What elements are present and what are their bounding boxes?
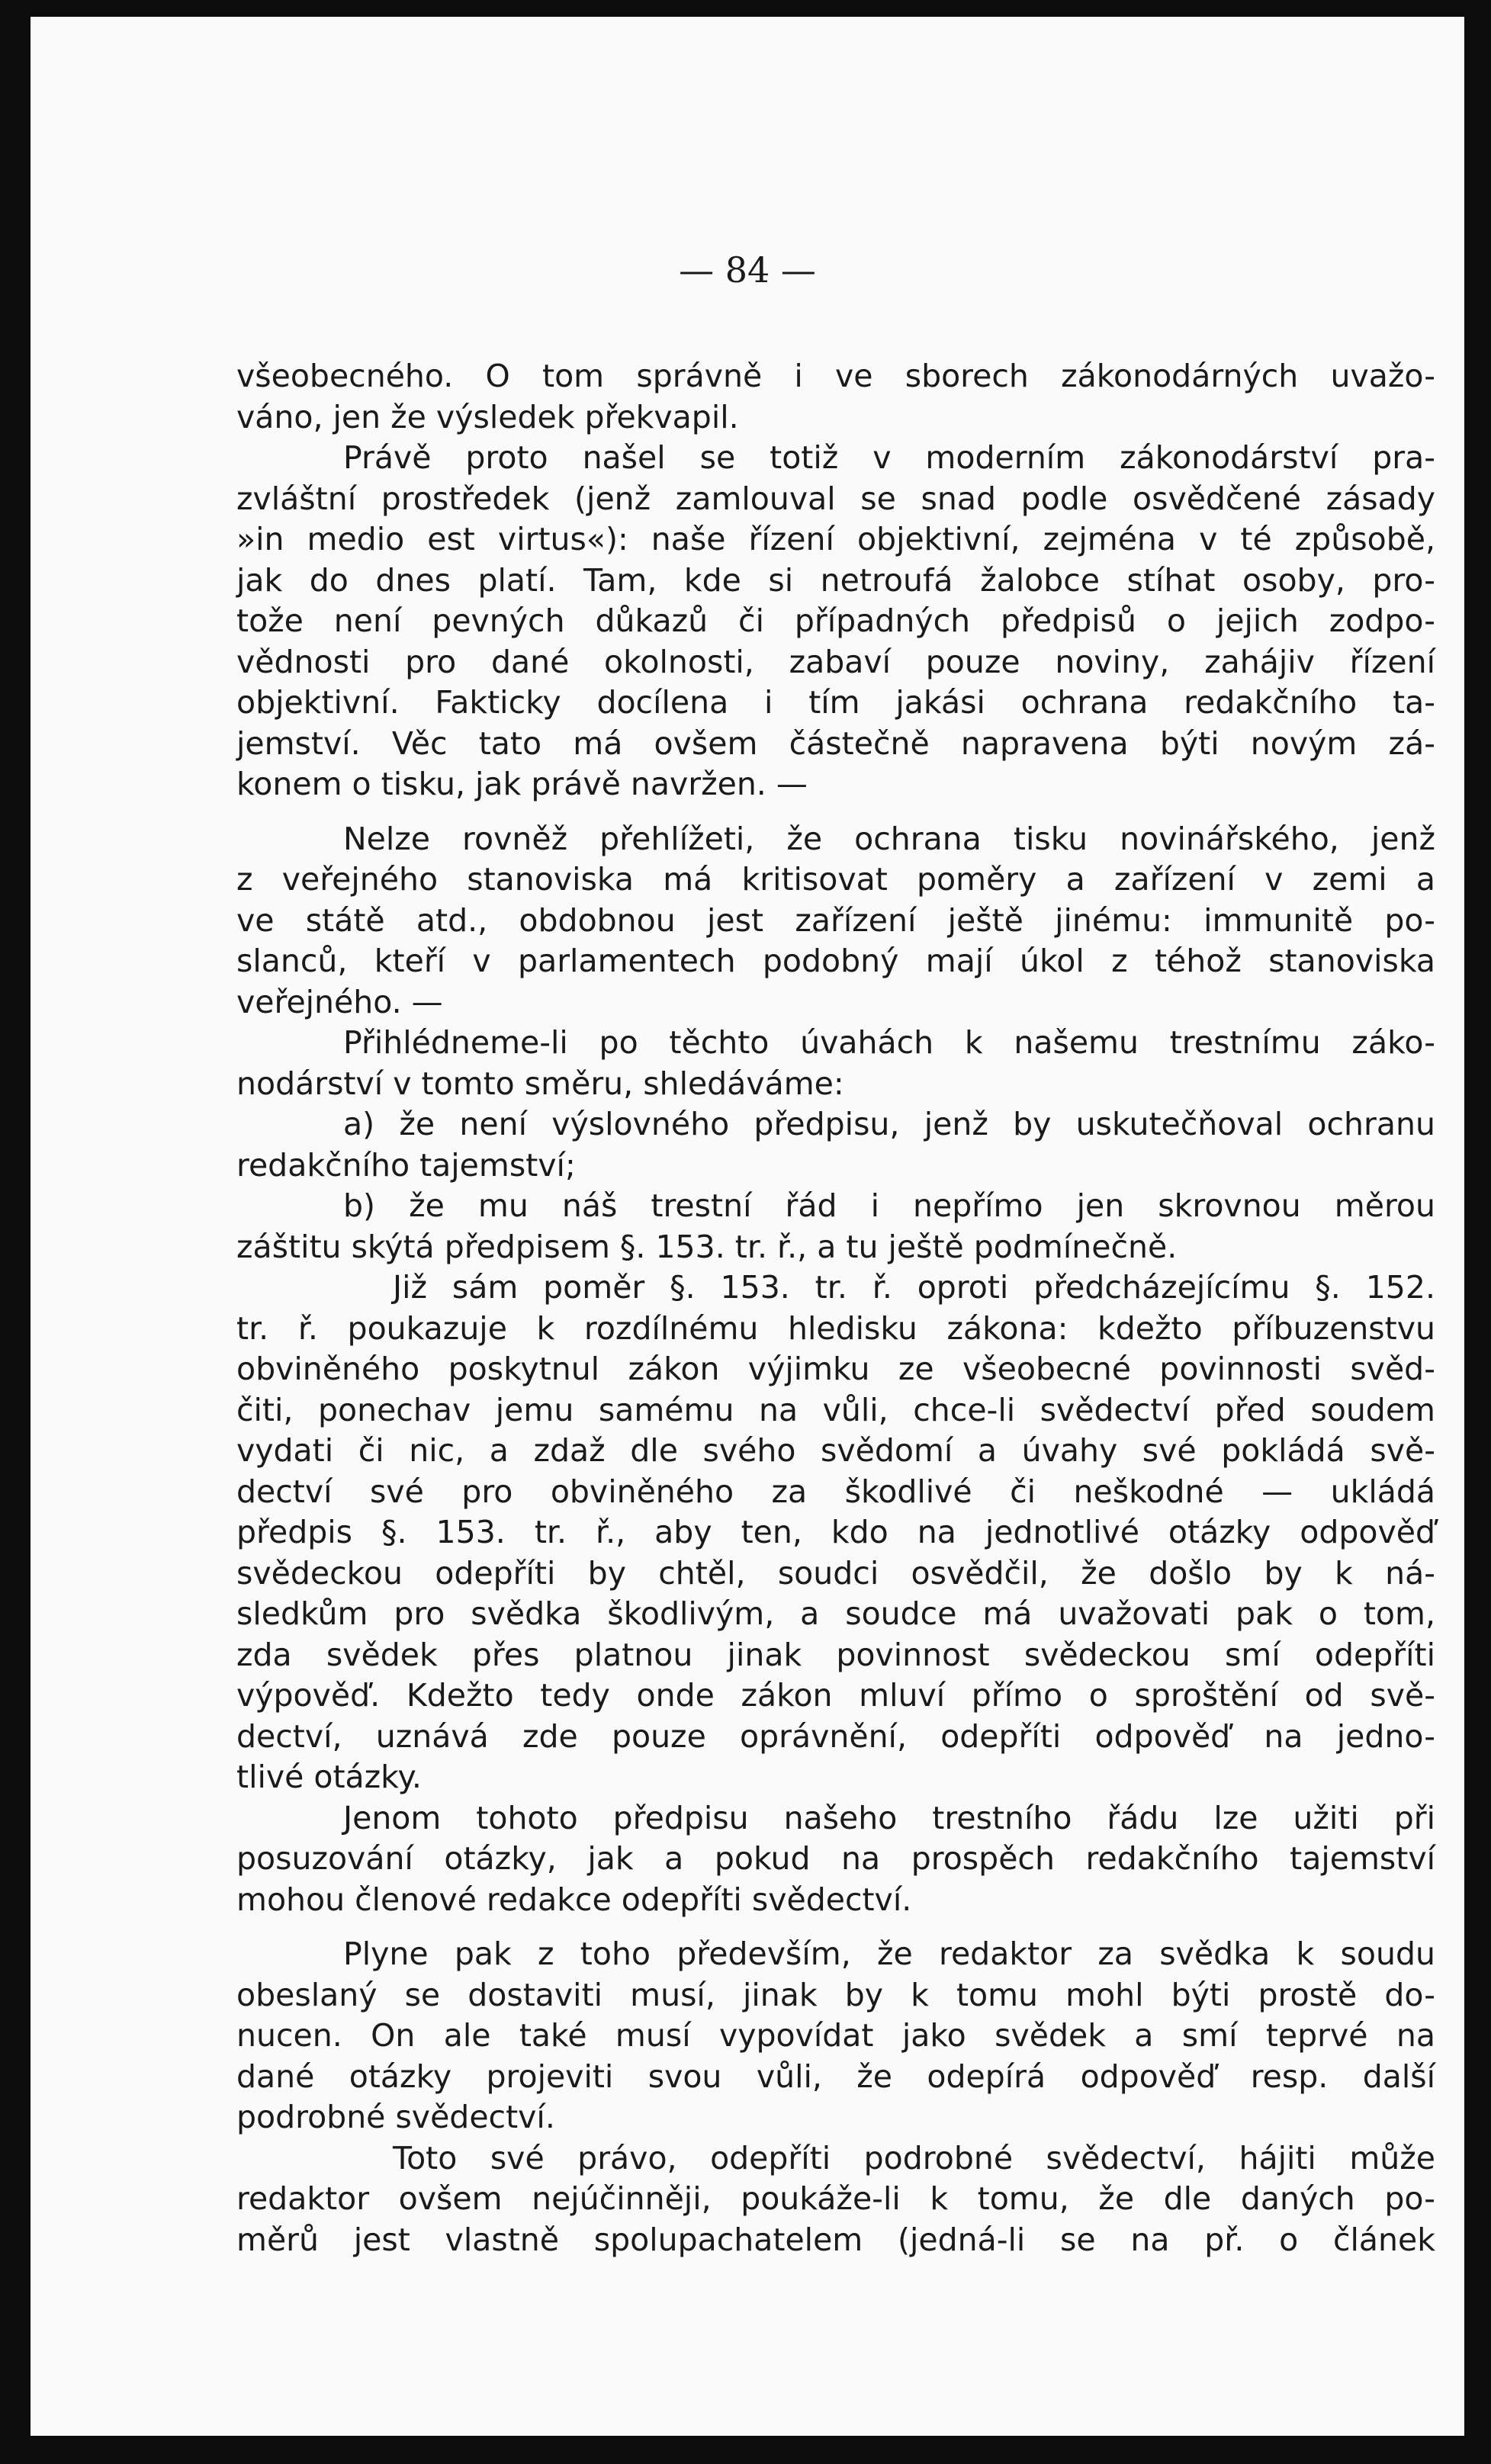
text-line: b) že mu náš trestní řád i nepřímo jen skrovnou měrou [343,1187,1435,1224]
text-line: měrů jest vlastně spolupachatelem (jedná-li se na př. o článek [236,2221,1435,2258]
text-line: dané otázky projeviti svou vůli, že odepírá odpověď resp. další [236,2058,1435,2095]
text-line: tr. ř. poukazuje k rozdílnému hledisku zákona: kdežto příbuzenstvu [236,1309,1435,1347]
text-line: záštitu skýtá předpisem §. 153. tr. ř., a tu ještě podmínečně. [236,1228,1178,1265]
text-line: nucen. On ale také musí vypovídat jako svědek a smí teprvé na [236,2017,1435,2054]
text-line: a) že není výslovného předpisu, jenž by uskutečňoval ochranu [343,1106,1435,1142]
text-line: váno, jen že výsledek překvapil. [236,398,739,435]
text-line: veřejného. — [236,983,443,1020]
text-line: všeobecného. O tom správně i ve sborech zákonodárných uvažo- [236,358,1435,394]
text-line: slanců, kteří v parlamentech podobný mají úkol z téhož stanoviska [236,943,1435,979]
text-line: Přihlédneme-li po těchto úvahách k našemu trestnímu záko- [343,1024,1435,1061]
text-line: tože není pevných důkazů či případných předpisů o jejich zodpo- [236,602,1435,639]
text-line: předpis §. 153. tr. ř., aby ten, kdo na jednotlivé otázky odpověď [236,1514,1435,1550]
text-line: dectví, uznává zde pouze oprávnění, odepříti odpověď na jedno- [236,1717,1435,1755]
text-line: výpověď. Kdežto tedy onde zákon mluví přímo o sproštění od svě- [236,1677,1435,1714]
text-line: tlivé otázky. [236,1759,422,1795]
text-line: zda svědek přes platnou jinak povinnost svědeckou smí odepříti [236,1636,1435,1673]
text-line: mohou členové redakce odepříti svědectví. [236,1881,912,1918]
text-line: Již sám poměr §. 153. tr. ř. oproti předcházejícímu §. 152. [393,1269,1435,1306]
text-line: »in medio est virtus«): naše řízení objektivní, zejména v té způsobě, [236,521,1435,557]
text-line: obviněného poskytnul zákon výjimku ze všeobecné povinnosti svěd- [236,1351,1435,1387]
text-line: jemství. Věc tato má ovšem částečně napravena býti novým zá- [236,724,1435,762]
text-line: konem o tisku, jak právě navržen. — [236,766,808,802]
text-line: dectví své pro obviněného za škodlivé či neškodné — ukládá [236,1473,1435,1510]
text-line: Jenom tohoto předpisu našeho trestního řádu lze užiti při [343,1799,1435,1836]
text-line: redaktor ovšem nejúčinněji, poukáže-li k tomu, že dle daných po- [236,2180,1435,2217]
text-line: nodárství v tomto směru, shledáváme: [236,1065,844,1102]
text-line: posuzování otázky, jak a pokud na prospěch redakčního tajemství [236,1840,1435,1877]
text-line: redakčního tajemství; [236,1146,576,1184]
text-line: jak do dnes platí. Tam, kde si netroufá žalobce stíhat osoby, pro- [236,561,1435,599]
text-line: sledkům pro svědka škodlivým, a soudce má uvažovati pak o tom, [236,1595,1435,1632]
text-line: Toto své právo, odepříti podrobné svědectví, hájiti může [393,2139,1435,2176]
body-text [236,356,1435,2260]
text-line: vydati či nic, a zdaž dle svého svědomí a úvahy své pokládá svě- [236,1432,1435,1469]
text-line: z veřejného stanoviska má kritisovat poměry a zařízení v zemi a [236,861,1435,898]
page-number: — 84 — [679,249,816,291]
text-line: svědeckou odepříti by chtěl, soudci osvědčil, že došlo by k ná- [236,1554,1435,1592]
text-line: Právě proto našel se totiž v moderním zákonodárství pra- [343,439,1435,476]
text-line: objektivní. Fakticky docílena i tím jakási ochrana redakčního ta- [236,684,1435,721]
text-line: podrobné svědectví. [236,2099,555,2135]
text-line: vědnosti pro dané okolnosti, zabaví pouze noviny, zahájiv řízení [236,643,1435,680]
text-line: čiti, ponechav jemu samému na vůli, chce-li svědectví před soudem [236,1391,1435,1428]
text-line: obeslaný se dostaviti musí, jinak by k tomu mohl býti prostě do- [236,1976,1435,2013]
text-line: Plyne pak z toho především, že redaktor za svědka k soudu [343,1936,1435,1972]
text-line: Nelze rovněž přehlížeti, že ochrana tisku novinářského, jenž [343,820,1435,857]
book-page [31,17,1464,2436]
text-line: ve státě atd., obdobnou jest zařízení ještě jinému: immunitě po- [236,901,1435,939]
text-line: zvláštní prostředek (jenž zamlouval se snad podle osvědčené zásady [236,480,1435,517]
